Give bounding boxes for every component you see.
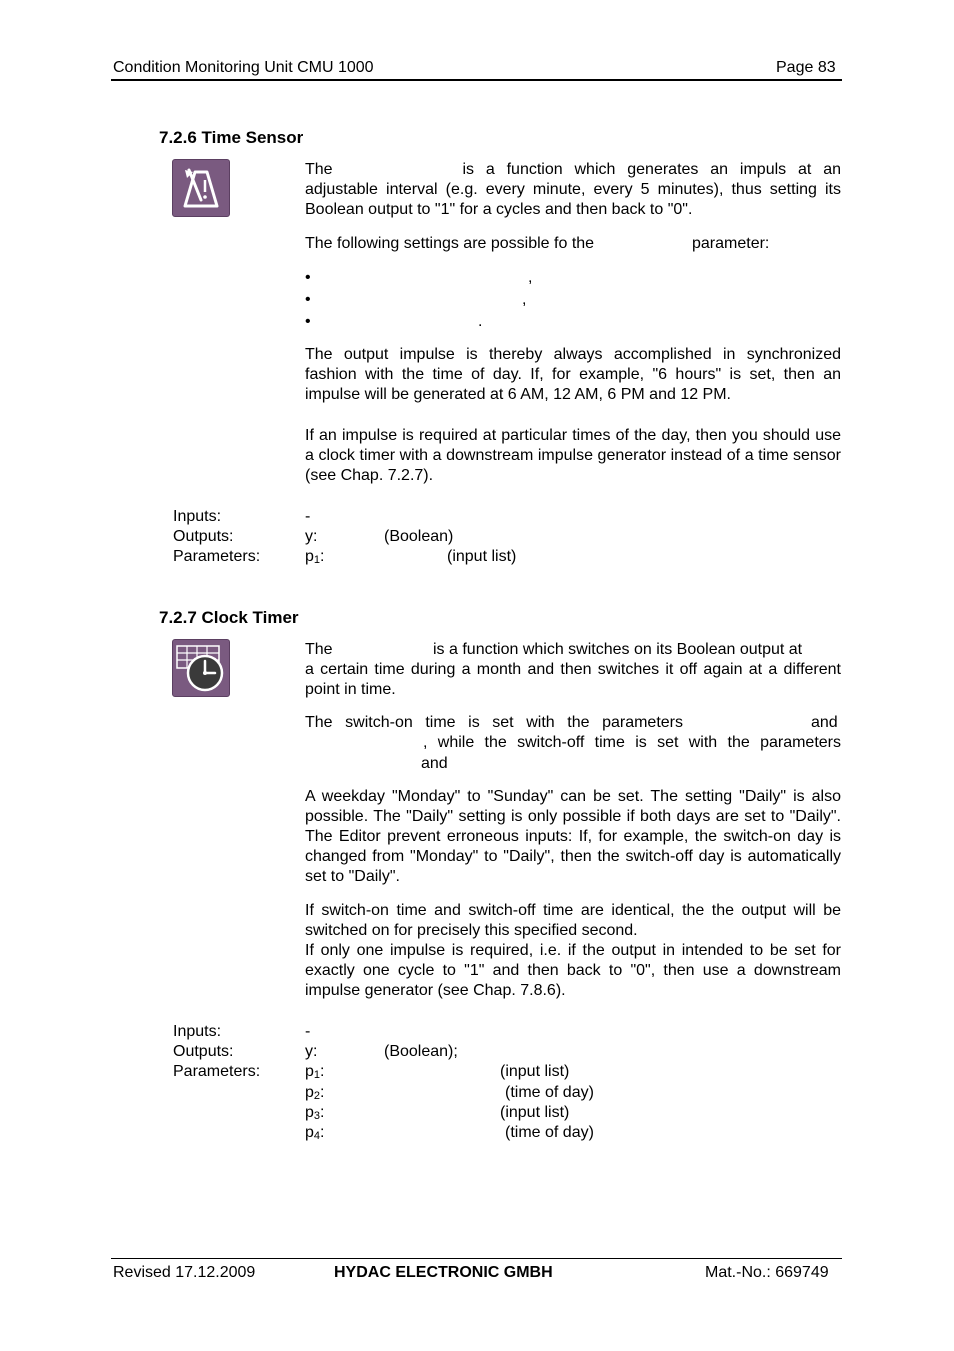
outputs-label: Outputs:	[173, 528, 234, 545]
time-sensor-sync-paragraph: The output impulse is thereby always accomplished in synchronized fashion with the time of day. If, for example, "6 hours" is set, then an impulse will be generated at 6 AM, 12 AM, 6 PM and 12 PM.	[305, 346, 841, 403]
clock-calendar-icon	[172, 639, 230, 697]
bullet-text-2: ,	[522, 291, 527, 308]
page-number: Page 83	[776, 59, 836, 76]
clock-intro-rest1: is a function which switches on its Boolean output at	[433, 641, 803, 658]
bullet-marker: •	[305, 269, 311, 286]
parameter-p1: $p_1$:	[305, 1063, 325, 1081]
clock-identical-paragraph: If switch-on time and switch-off time are identical, the the output will be switched on for precisely this specified second.	[305, 902, 841, 939]
footer-mat-no: Mat.-No.: 669749	[705, 1264, 829, 1281]
clock-weekday-paragraph: A weekday "Monday" to "Sunday" can be set. The setting "Daily" is also possible. The "Daily" setting is only possible if both days are set to "Daily". The Editor prevent erroneous inputs: If, for example, the switch-on day is changed from "Monday" to "Daily", then the switch-off day is automatically set to "Daily".	[305, 788, 841, 885]
bullet-marker: •	[305, 313, 311, 330]
switch-on-and1: and	[811, 714, 838, 731]
parameter-p1-type: (input list)	[447, 548, 517, 565]
inputs-label: Inputs:	[173, 1023, 222, 1040]
parameter-p3-type: (input list)	[500, 1104, 570, 1121]
switch-on-part2: , while the switch-off time is set with the parameters	[423, 734, 841, 751]
parameters-label: Parameters:	[173, 1063, 261, 1080]
switch-on-part1: The switch-on time is set with the parameters	[305, 714, 683, 731]
intro-the: The	[305, 161, 333, 178]
footer-company: HYDAC ELECTRONIC GMBH	[334, 1264, 553, 1281]
parameter-p2: $p_2$:	[305, 1084, 325, 1102]
output-y: y:	[305, 1043, 318, 1060]
parameters-label: Parameters:	[173, 548, 261, 565]
inputs-value: -	[305, 508, 311, 525]
header-rule	[111, 79, 842, 81]
parameter-p1-type: (input list)	[500, 1063, 570, 1080]
settings-intro-after: parameter:	[692, 235, 770, 252]
time-sensor-clock-paragraph: If an impulse is required at particular times of the day, then you should use a clock timer with a downstream impulse generator instead of a time sensor (see Chap. 7.2.7).	[305, 427, 841, 484]
parameter-p4: $p_4$:	[305, 1124, 325, 1142]
section-heading-time-sensor: 7.2.6 Time Sensor	[159, 128, 304, 147]
clock-impulse-paragraph: If only one impulse is required, i.e. if the output in intended to be set for exactly one cycle to "1" and then back to "0", then use a downstream impulse generator (see Chap. 7.8.6).	[305, 942, 841, 999]
bullet-text-3: .	[478, 313, 483, 330]
output-y: y:	[305, 528, 318, 545]
metronome-icon	[172, 159, 230, 217]
inputs-value: -	[305, 1023, 311, 1040]
clock-intro-rest2: a certain time during a month and then switches it off again at a different point in time.	[305, 661, 841, 698]
bullet-marker: •	[305, 291, 311, 308]
section-heading-clock-timer: 7.2.7 Clock Timer	[159, 608, 299, 627]
inputs-label: Inputs:	[173, 508, 222, 525]
settings-intro-before: The following settings are possible fo the	[305, 235, 595, 252]
parameter-p1: $p_1$:	[305, 548, 325, 566]
parameter-p4-type: (time of day)	[505, 1124, 594, 1141]
clock-intro-the: The	[305, 641, 333, 658]
parameter-p3: $p_3$:	[305, 1104, 325, 1122]
intro-rest: is a function which generates an impuls at an adjustable interval (e.g. every minute, every 5 minutes), thus setting its Boolean output to "1" for a cycles and then back to "0".	[305, 161, 841, 218]
footer-revised: Revised 17.12.2009	[113, 1264, 256, 1281]
footer-rule	[111, 1258, 842, 1259]
switch-on-and2: and	[421, 755, 448, 772]
output-type: (Boolean);	[384, 1043, 458, 1060]
parameter-p2-type: (time of day)	[505, 1084, 594, 1101]
outputs-label: Outputs:	[173, 1043, 234, 1060]
header-title: Condition Monitoring Unit CMU 1000	[113, 59, 374, 76]
time-sensor-intro	[305, 160, 841, 220]
output-type: (Boolean)	[384, 528, 454, 545]
bullet-text-1: ,	[528, 269, 533, 286]
